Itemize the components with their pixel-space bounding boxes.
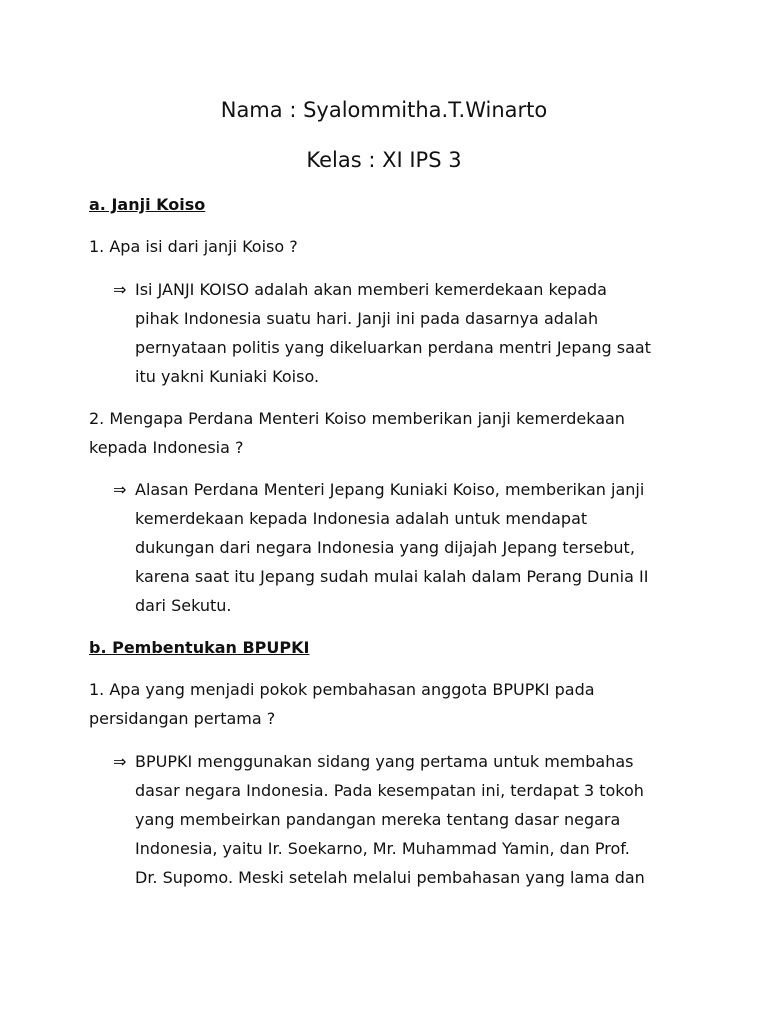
answer-line: pihak Indonesia suatu hari. Janji ini pada dasarnya adalah bbox=[135, 309, 599, 328]
answer-1-janji-koiso bbox=[113, 275, 693, 391]
question-2-janji-koiso bbox=[89, 404, 689, 462]
answer-line: Dr. Supomo. Meski setelah melalui pembahasan yang lama dan bbox=[135, 868, 645, 887]
question-line: persidangan pertama ? bbox=[89, 709, 276, 728]
answer-line: dukungan dari negara Indonesia yang dijajah Jepang tersebut, bbox=[135, 538, 635, 557]
student-class-line: Kelas : XI IPS 3 bbox=[306, 148, 462, 172]
question-line: 1. Apa yang menjadi pokok pembahasan anggota BPUPKI pada bbox=[89, 680, 595, 699]
answer-line: ⇒ BPUPKI menggunakan sidang yang pertama untuk membahas bbox=[113, 747, 693, 776]
answer-1-bpupki bbox=[113, 747, 693, 892]
answer-line: itu yakni Kuniaki Koiso. bbox=[135, 367, 320, 386]
question-line: 1. Apa isi dari janji Koiso ? bbox=[89, 237, 298, 256]
answer-line: ⇒ Alasan Perdana Menteri Jepang Kuniaki Koiso, memberikan janji bbox=[113, 475, 693, 504]
question-line: 2. Mengapa Perdana Menteri Koiso memberikan janji kemerdekaan bbox=[89, 409, 625, 428]
section-heading-pembentukan-bpupki: b. Pembentukan BPUPKI bbox=[89, 638, 310, 657]
implies-arrow-icon: ⇒ bbox=[113, 480, 127, 499]
answer-line: ⇒ Isi JANJI KOISO adalah akan memberi kemerdekaan kepada bbox=[113, 275, 693, 304]
answer-line: pernyataan politis yang dikeluarkan perdana mentri Jepang saat bbox=[135, 338, 651, 357]
question-1-janji-koiso bbox=[89, 232, 689, 261]
implies-arrow-icon: ⇒ bbox=[113, 280, 127, 299]
answer-line: kemerdekaan kepada Indonesia adalah untuk mendapat bbox=[135, 509, 588, 528]
answer-line: Indonesia, yaitu Ir. Soekarno, Mr. Muhammad Yamin, dan Prof. bbox=[135, 839, 630, 858]
answer-line: karena saat itu Jepang sudah mulai kalah dalam Perang Dunia II bbox=[135, 567, 649, 586]
student-name-line: Nama : Syalommitha.T.Winarto bbox=[220, 98, 548, 122]
answer-2-janji-koiso bbox=[113, 475, 693, 620]
section-heading-janji-koiso: a. Janji Koiso bbox=[89, 195, 206, 214]
answer-line: dari Sekutu. bbox=[135, 596, 232, 615]
question-line: kepada Indonesia ? bbox=[89, 438, 244, 457]
implies-arrow-icon: ⇒ bbox=[113, 752, 127, 771]
answer-line: dasar negara Indonesia. Pada kesempatan ini, terdapat 3 tokoh bbox=[135, 781, 644, 800]
answer-line: yang membeirkan pandangan mereka tentang dasar negara bbox=[135, 810, 621, 829]
question-1-bpupki bbox=[89, 675, 689, 733]
